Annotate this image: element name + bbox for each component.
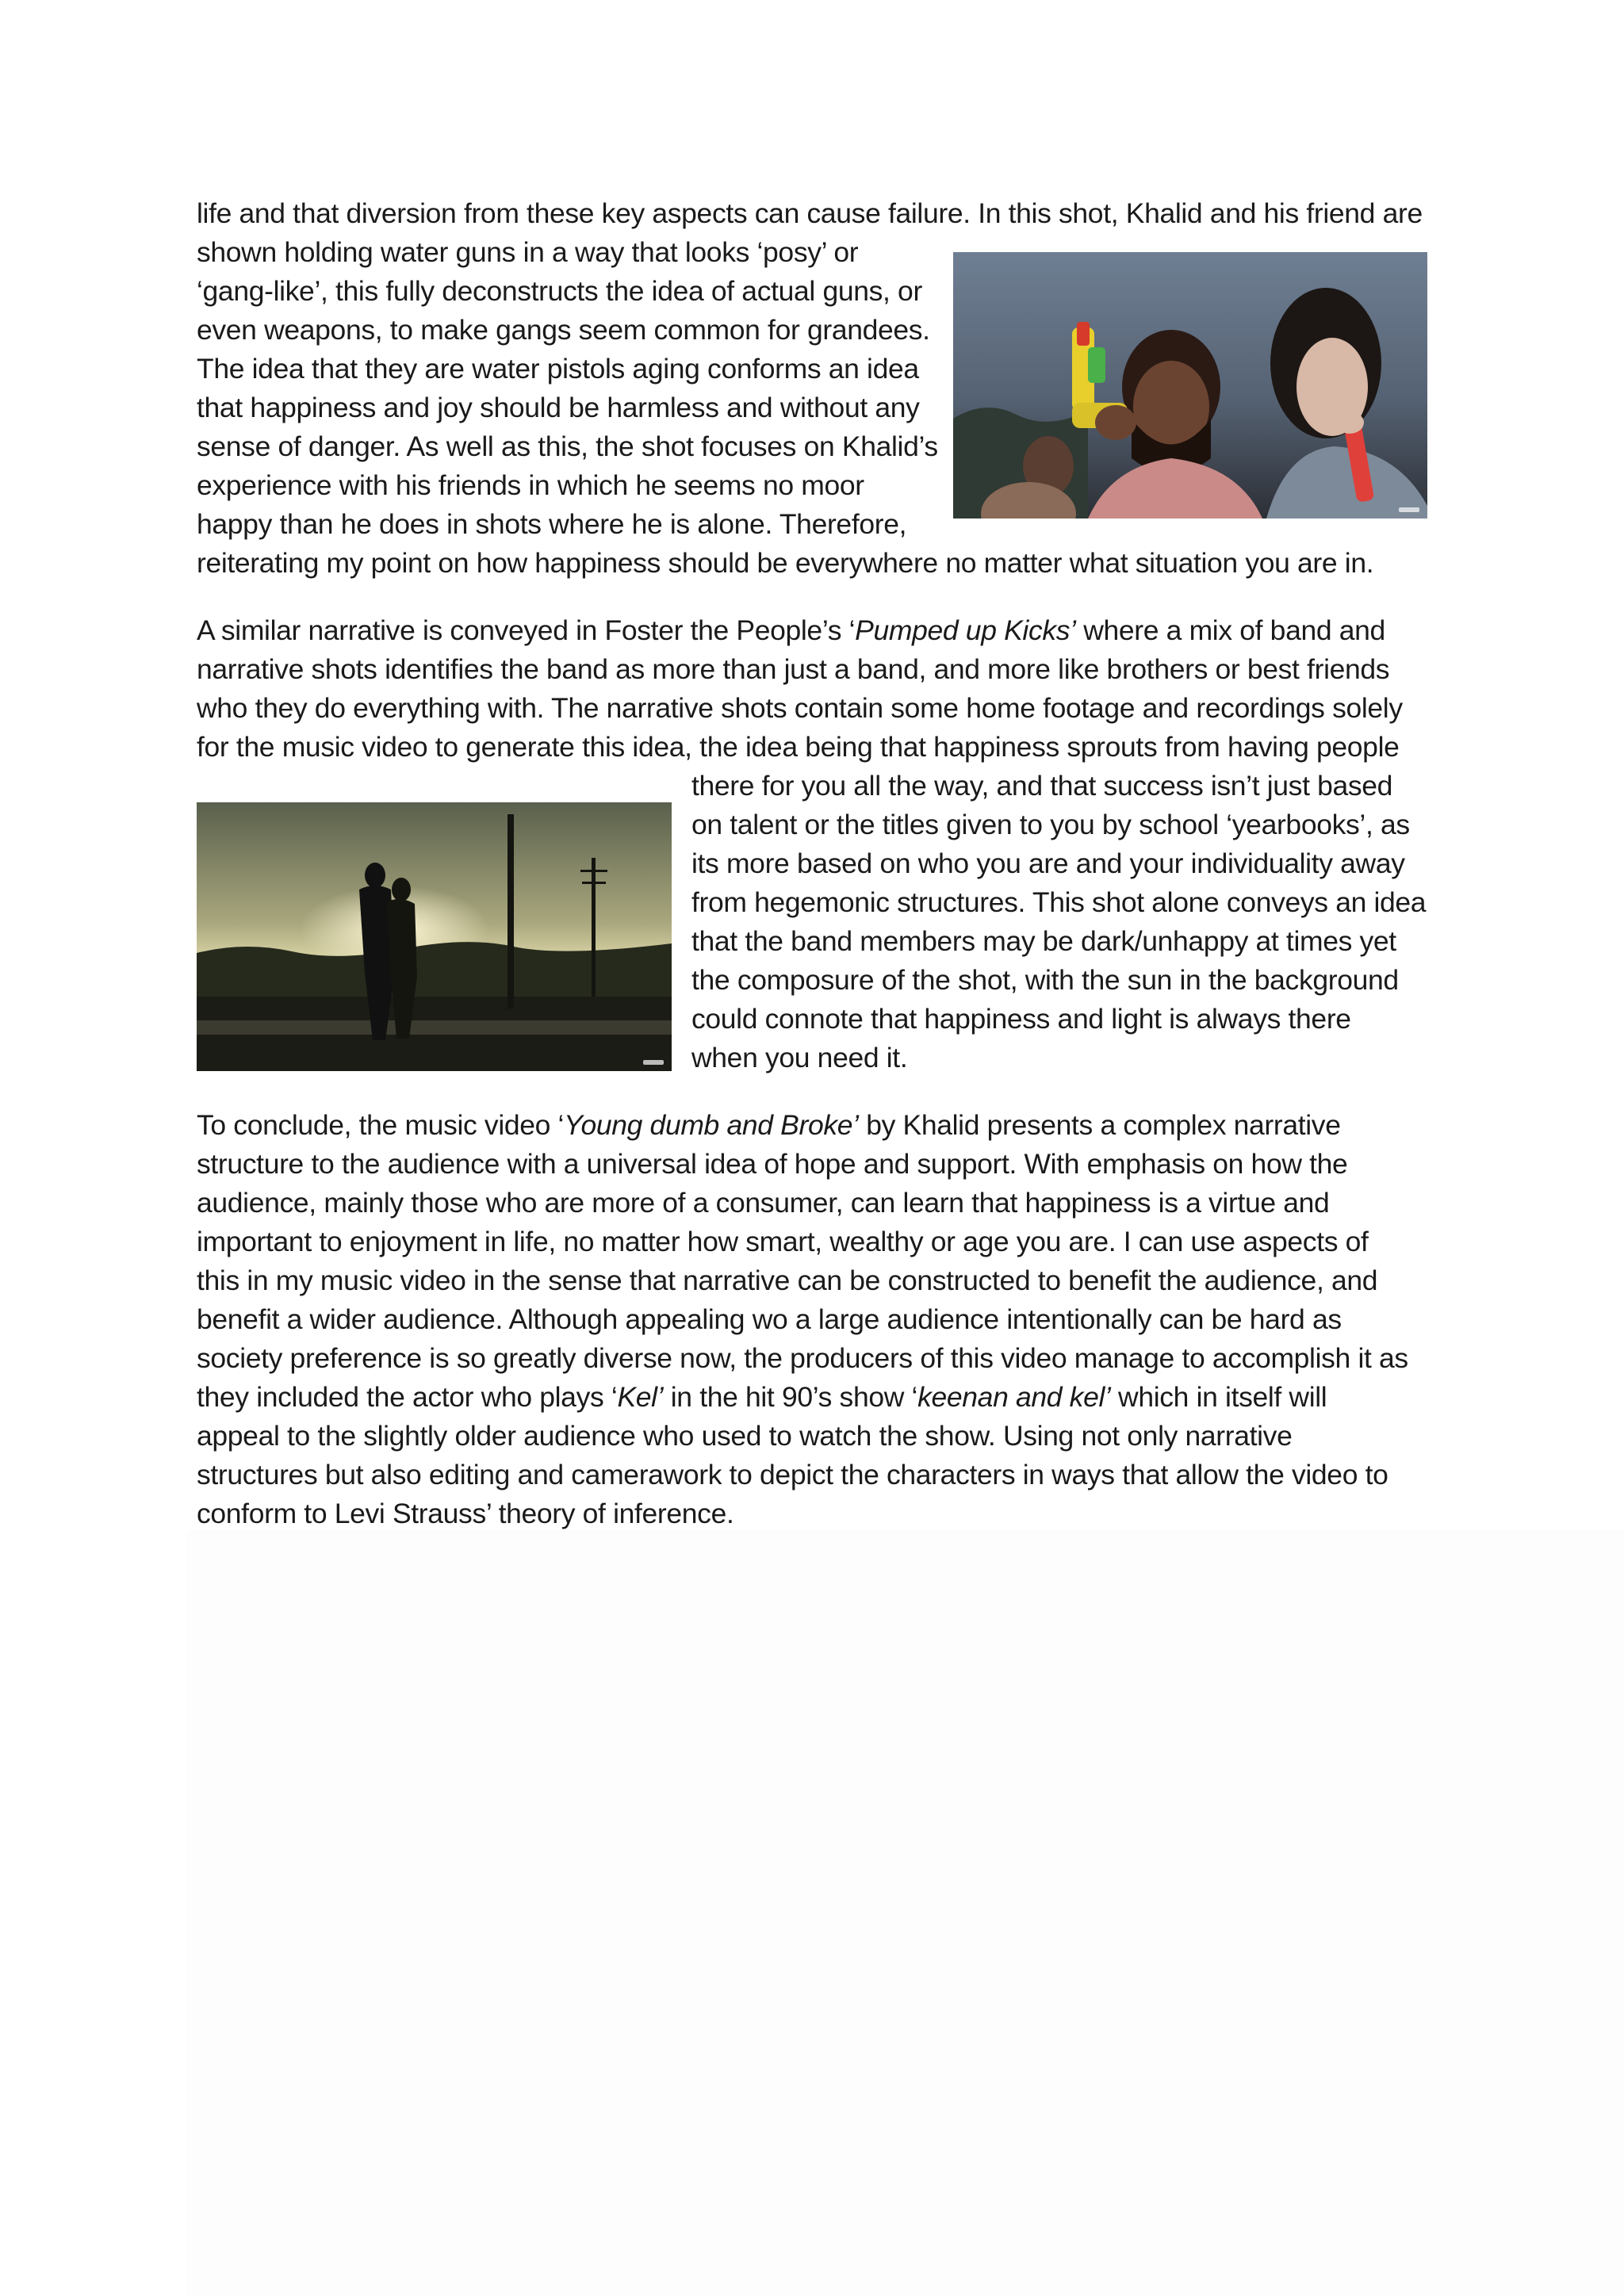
paragraph-3-line-9: appeal to the slightly older audience who used to watch the show. Using not only narrative [197, 1420, 1293, 1452]
character-name-kel: Kel’ [617, 1381, 664, 1413]
paragraph-3-line-3: audience, mainly those who are more of a consumer, can learn that happiness is a virtue and [197, 1187, 1330, 1219]
song-title-young-dumb-and-broke: Young dumb and Broke’ [564, 1109, 859, 1141]
paragraph-3-line-5: this in my music video in the sense that narrative can be constructed to benefit the audience, and [197, 1265, 1378, 1296]
paragraph-3-line-8-c: in the hit 90’s show ‘ [663, 1381, 918, 1413]
paragraph-2-line-9: that the band members may be dark/unhappy at times yet [691, 925, 1396, 957]
paragraph-2-line-1 [197, 611, 1385, 649]
paragraph-1-line-3: ‘gang-like’, this fully deconstructs the idea of actual guns, or [197, 275, 922, 307]
page-shading [187, 1530, 1624, 2296]
paragraph-2-line-5: there for you all the way, and that success isn’t just based [691, 770, 1393, 802]
paragraph-3-line-6: benefit a wider audience. Although appealing wo a large audience intentionally can be hard as [197, 1303, 1342, 1335]
paragraph-3-line-1-start: To conclude, the music video ‘ [197, 1109, 565, 1141]
khalid-water-gun-still [953, 252, 1427, 519]
paragraph-2-line-12: when you need it. [691, 1042, 908, 1073]
paragraph-3-line-7: society preference is so greatly diverse now, the producers of this video manage to accomplish it as [197, 1342, 1408, 1374]
paragraph-3-line-10: structures but also editing and camerawork to depict the characters in ways that allow the video to [197, 1459, 1388, 1490]
paragraph-3-line-1 [197, 1106, 1341, 1144]
song-title-pumped-up-kicks: Pumped up Kicks’ [855, 614, 1076, 646]
paragraph-2-line-3: who they do everything with. The narrative shots contain some home footage and recordings solely [197, 692, 1403, 724]
paragraph-2-line-6: on talent or the titles given to you by school ‘yearbooks’, as [691, 809, 1410, 840]
paragraph-3-line-2: structure to the audience with a universal idea of hope and support. With emphasis on how the [197, 1148, 1348, 1180]
watermark-icon [1399, 507, 1419, 512]
paragraph-3-line-4: important to enjoyment in life, no matter how smart, wealthy or age you are. I can use aspects of [197, 1226, 1369, 1257]
paragraph-1-line-8: experience with his friends in which he seems no moor [197, 469, 864, 501]
paragraph-1-line-1: life and that diversion from these key aspects can cause failure. In this shot, Khalid and his friend are [197, 197, 1423, 229]
watermark-icon [643, 1060, 664, 1065]
paragraph-2-line-2: narrative shots identifies the band as more than just a band, and more like brothers or best friends [197, 653, 1390, 685]
paragraph-1-line-5: The idea that they are water pistols aging conforms an idea [197, 353, 919, 385]
paragraph-1-line-10: reiterating my point on how happiness should be everywhere no matter what situation you are in. [197, 547, 1374, 579]
paragraph-3-line-8-a: they included the actor who plays ‘ [197, 1381, 618, 1413]
show-title-keenan-and-kel: keenan and kel’ [917, 1381, 1111, 1413]
paragraph-3-line-11: conform to Levi Strauss’ theory of inference. [197, 1498, 734, 1529]
paragraph-2-line-10: the composure of the shot, with the sun in the background [691, 964, 1399, 996]
paragraph-2-line-1-start: A similar narrative is conveyed in Foster the People’s ‘ [197, 614, 856, 646]
paragraph-2-line-1-end: where a mix of band and [1075, 614, 1385, 646]
paragraph-2-line-11: could connote that happiness and light is always there [691, 1003, 1351, 1035]
paragraph-2-line-7: its more based on who you are and your individuality away [691, 848, 1405, 879]
paragraph-3-line-8-e: which in itself will [1110, 1381, 1327, 1413]
paragraph-1-line-4: even weapons, to make gangs seem common for grandees. [197, 314, 930, 346]
paragraph-2-line-4: for the music video to generate this idea, the idea being that happiness sprouts from having people [197, 731, 1400, 763]
paragraph-1-line-9: happy than he does in shots where he is alone. Therefore, [197, 508, 907, 540]
paragraph-2-line-8: from hegemonic structures. This shot alone conveys an idea [691, 886, 1427, 918]
paragraph-3-line-8 [197, 1378, 1327, 1416]
paragraph-3-line-1-end: by Khalid presents a complex narrative [858, 1109, 1341, 1141]
paragraph-1-line-2: shown holding water guns in a way that looks ‘posy’ or [197, 236, 859, 268]
paragraph-1-line-7: sense of danger. As well as this, the shot focuses on Khalid’s [197, 430, 938, 462]
silhouette-sunset-still [197, 802, 672, 1071]
paragraph-1-line-6: that happiness and joy should be harmless and without any [197, 392, 920, 423]
